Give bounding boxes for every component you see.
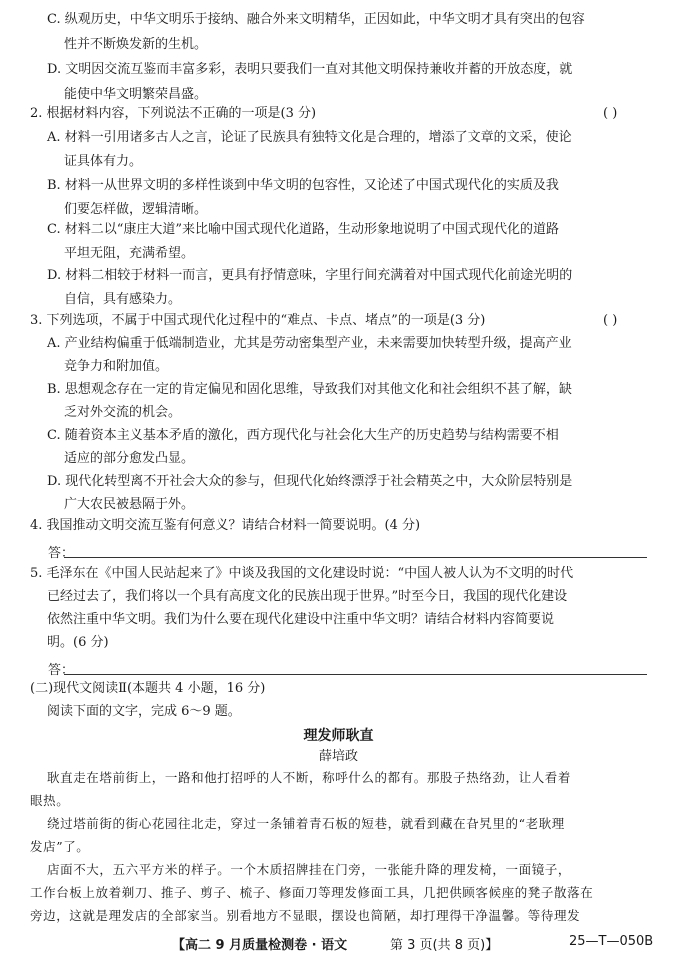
q3-answer-bracket: ( )	[603, 313, 618, 328]
article-paragraph-2-line-2: 发店”了。	[30, 839, 90, 854]
q1-option-d-line2: 能使中华文明繁荣昌盛。	[64, 87, 208, 102]
section-instruction: 阅读下面的文字，完成 6～9 题。	[47, 704, 241, 719]
q2-stem: 2. 根据材料内容，下列说法不正确的一项是(3 分)	[30, 106, 317, 121]
q5-answer-line[interactable]	[64, 674, 647, 675]
q2-option-c-line1: C. 材料二以“康庄大道”来比喻中国式现代化道路，生动形象地说明了中国式现代化的道路	[47, 222, 560, 237]
q5-line-3: 依然注重中华文明。我们为什么要在现代化建设中注重中华文明？请结合材料内容简要说	[47, 612, 555, 627]
q3-option-a-line2: 竞争力和附加值。	[64, 359, 169, 374]
q4-answer-label: 答：	[48, 546, 75, 561]
q3-option-a-line1: A. 产业结构偏重于低端制造业，尤其是劳动密集型产业，未来需要加快转型升级，提高产业	[47, 336, 572, 351]
q4-stem: 4. 我国推动文明交流互鉴有何意义？请结合材料一简要说明。(4 分)	[30, 518, 421, 533]
article-paragraph-2-line-1: 绕过塔前街的街心花园往北走，穿过一条铺着青石板的短巷，就看到藏在旮旯里的“老耿理	[47, 816, 565, 831]
q2-option-d-line2: 自信，具有感染力。	[64, 292, 182, 307]
q2-option-c-line2: 平坦无阻，充满希望。	[64, 246, 195, 261]
article-paragraph-3-line-3: 旁边，这就是理发店的全部家当。别看地方不显眼，摆设也简陋，却打理得干净温馨。等待理发	[30, 908, 581, 923]
q3-option-d-line1: D. 现代化转型离不开社会大众的参与，但现代化始终漂浮于社会精英之中，大众阶层特别是	[47, 474, 573, 489]
q1-option-c-line1: C. 纵观历史，中华文明乐于接纳、融合外来文明精华，正因如此，中华文明才具有突出的包容	[47, 12, 585, 27]
q3-option-b-line1: B. 思想观念存在一定的肯定偏见和固化思维，导致我们对其他文化和社会组织不甚了解，缺	[47, 382, 572, 397]
q2-answer-bracket: ( )	[603, 106, 618, 121]
q2-option-a-line1: A. 材料一引用诸多古人之言，论证了民族具有独特文化是合理的，增添了文章的文采，使论	[47, 130, 572, 145]
q2-option-b-line1: B. 材料一从世界文明的多样性谈到中华文明的包容性，又论述了中国式现代化的实质及我	[47, 178, 559, 193]
q4-answer-line[interactable]	[64, 557, 647, 558]
q1-option-d-line1: D. 文明因交流互鉴而丰富多彩，表明只要我们一直对其他文明保持兼收并蓄的开放态度，就	[47, 62, 573, 77]
q5-line-4: 明。(6 分)	[47, 635, 109, 650]
article-author: 薛培政	[318, 749, 358, 764]
q5-line-1: 5. 毛泽东在《中国人民站起来了》中谈及我国的文化建设时说：“中国人被人认为不文明的时代	[30, 566, 574, 581]
article-paragraph-1-line-2: 眼热。	[30, 793, 70, 808]
q3-option-d-line2: 广大农民被悬隔于外。	[64, 497, 195, 512]
article-paragraph-3-line-1: 店面不大，五六平方米的样子。一个木质招牌挂在门旁，一张能升降的理发椅，一面镜子，	[47, 862, 572, 877]
q2-option-a-line2: 证具体有力。	[64, 154, 143, 169]
article-paragraph-3-line-2: 工作台板上放着剃刀、推子、剪子、梳子、修面刀等理发修面工具，几把供顾客候座的凳子散落在	[30, 885, 594, 900]
article-title: 理发师耿直	[303, 728, 374, 744]
q3-stem: 3. 下列选项，不属于中国式现代化过程中的“难点、卡点、堵点”的一项是(3 分)	[30, 313, 486, 328]
q2-option-d-line1: D. 材料二相较于材料一而言，更具有抒情意味，字里行间充满着对中国式现代化前途光明的	[47, 268, 573, 283]
q1-option-c-line2: 性并不断焕发新的生机。	[64, 37, 208, 52]
footer-exam-title: 【高二 9 月质量检测卷 · 语文	[172, 938, 348, 953]
q5-answer-label: 答：	[48, 663, 75, 678]
article-paragraph-1-line-1: 耿直走在塔前街上，一路和他打招呼的人不断，称呼什么的都有。那股子热络劲，让人看着	[47, 770, 572, 785]
footer-page-number: 第 3 页(共 8 页)】	[390, 938, 499, 953]
footer-code: 25—T—050B	[569, 934, 654, 949]
q2-option-b-line2: 们要怎样做，逻辑清晰。	[64, 202, 208, 217]
section-heading: (二)现代文阅读Ⅱ(本题共 4 小题，16 分)	[30, 681, 266, 696]
q3-option-c-line1: C. 随着资本主义基本矛盾的激化，西方现代化与社会化大生产的历史趋势与结构需要不相	[47, 428, 559, 443]
q3-option-b-line2: 乏对外交流的机会。	[64, 405, 182, 420]
q3-option-c-line2: 适应的部分愈发凸显。	[64, 451, 195, 466]
q5-line-2: 已经过去了，我们将以一个具有高度文化的民族出现于世界。”时至今日，我国的现代化建设	[47, 589, 568, 604]
